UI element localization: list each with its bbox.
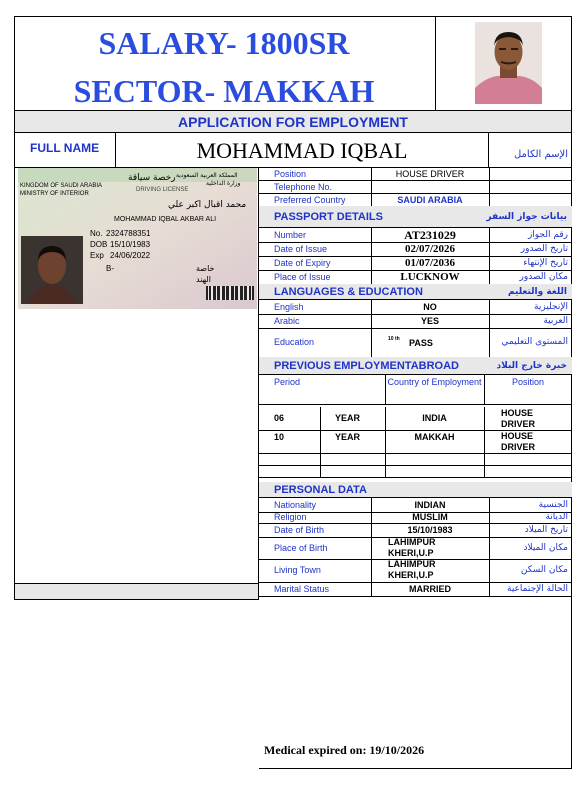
row-value: 02/07/2026	[404, 242, 456, 255]
col-line	[371, 559, 372, 582]
personal-value: MARRIED	[409, 583, 451, 594]
previous-band-title-ar: خبرة خارج البلاد	[496, 360, 567, 371]
license-b-label: B-	[106, 264, 114, 273]
row-label: English	[274, 301, 304, 312]
row-line	[259, 465, 572, 466]
col-line	[489, 314, 490, 328]
personal-label-ar: مكان السكن	[520, 565, 568, 575]
personal-label-ar: الحالة الإجتماعية	[507, 583, 568, 594]
license-ministry: MINISTRY OF INTERIOR	[20, 191, 89, 197]
row-label-ar: العربية	[543, 315, 568, 326]
personal-label-ar: الجنسية	[538, 499, 568, 510]
col-line	[320, 407, 321, 430]
row-label-ar: مكان الصدور	[519, 271, 568, 282]
personal-value: LAHIMPUR KHERI,U.P	[388, 559, 436, 580]
col-line	[484, 453, 485, 465]
telephone-label: Telephone No.	[274, 182, 333, 192]
col-line	[371, 300, 372, 314]
full-name-label-ar: الإسم الكامل	[513, 149, 568, 160]
full-name-value: MOHAMMAD IQBAL	[196, 138, 408, 163]
col-line	[320, 453, 321, 465]
col-line	[371, 256, 372, 270]
row-line	[259, 596, 572, 597]
personal-value: MUSLIM	[412, 512, 448, 522]
personal-label-ar: الديانة	[545, 512, 568, 522]
personal-label: Place of Birth	[274, 542, 328, 553]
col-line	[484, 430, 485, 453]
personal-label: Marital Status	[274, 583, 330, 594]
bottom-gray-strip	[14, 584, 259, 600]
employment-years: 06	[274, 413, 285, 423]
license-exp-value: 24/06/2022	[110, 251, 151, 260]
previous-band-title: PREVIOUS EMPLOYMENTABROAD	[274, 359, 459, 372]
row-line	[259, 328, 572, 329]
personal-band-title: PERSONAL DATA	[274, 483, 367, 496]
row-label: Date of Issue	[274, 243, 328, 254]
col-line	[489, 559, 490, 582]
row-value: 01/07/2036	[404, 256, 456, 269]
medical-expiry-note: Medical expired on: 19/10/2026	[264, 743, 425, 757]
col-line	[489, 523, 490, 537]
employment-unit: YEAR	[335, 413, 361, 423]
license-nationality-ar: الهند	[196, 275, 211, 284]
employment-years: 10	[274, 432, 285, 442]
col-line	[489, 168, 490, 206]
col-line	[489, 300, 490, 314]
license-holder-name-ar: محمد اقبال اكبر علي	[168, 200, 247, 210]
row-label-ar: رقم الجواز	[527, 229, 568, 240]
languages-band-title-ar: اللغة والتعليم	[507, 286, 567, 297]
employment-country: INDIA	[422, 413, 447, 423]
col-line	[385, 375, 386, 405]
employment-country: MAKKAH	[414, 432, 455, 442]
personal-label-ar: مكان الميلاد	[523, 542, 568, 553]
col-line	[489, 582, 490, 596]
license-dob-value: 15/10/1983	[110, 240, 151, 249]
col-line	[371, 270, 372, 284]
employment-position: HOUSE DRIVER	[501, 408, 536, 429]
row-label-ar: تاريخ الإنتهاء	[523, 257, 568, 268]
col-line	[489, 242, 490, 256]
row-line	[259, 404, 572, 405]
col-line	[484, 407, 485, 430]
row-line	[259, 477, 572, 478]
col-line	[385, 465, 386, 477]
row-line	[259, 180, 572, 181]
row-label: Number	[274, 229, 307, 240]
full-name-ar-cell	[488, 133, 489, 168]
row-line	[259, 193, 572, 194]
header-divider	[435, 16, 436, 111]
form-title: APPLICATION FOR EMPLOYMENT	[178, 114, 408, 130]
row-label: Arabic	[274, 315, 300, 326]
row-label-ar: الإنجليزية	[534, 301, 568, 312]
col-period: Period	[274, 377, 301, 387]
license-title: DRIVING LICENSE	[136, 187, 189, 193]
license-dob-label: DOB	[90, 240, 108, 249]
row-value: LUCKNOW	[400, 270, 460, 283]
col-line	[489, 256, 490, 270]
position-label: Position	[274, 169, 307, 179]
passport-band-title-ar: بيانات جواز السفر	[486, 211, 567, 222]
col-line	[489, 270, 490, 284]
personal-label: Date of Birth	[274, 524, 325, 535]
row-label: Place of Issue	[274, 271, 331, 282]
personal-label: Living Town	[274, 565, 321, 575]
personal-label: Religion	[274, 512, 307, 522]
education-sup: 10 th	[388, 336, 400, 342]
license-no-value: 2324788351	[106, 229, 151, 238]
col-line	[489, 537, 490, 559]
col-country: Country of Employment	[387, 377, 482, 387]
col-line	[371, 537, 372, 559]
row-value: AT231029	[404, 227, 456, 242]
full-name-label: FULL NAME	[30, 141, 100, 155]
applicant-photo-image	[475, 22, 542, 104]
col-line	[371, 228, 372, 242]
personal-label-ar: تاريخ الميلاد	[524, 524, 568, 535]
col-line	[320, 465, 321, 477]
position-value: HOUSE DRIVER	[395, 169, 465, 179]
col-position: Position	[511, 377, 545, 387]
row-label: Date of Expiry	[274, 257, 331, 268]
col-line	[489, 228, 490, 242]
passport-band-title: PASSPORT DETAILS	[274, 210, 383, 223]
employment-unit: YEAR	[335, 432, 361, 442]
col-line	[371, 314, 372, 328]
applicant-photo	[475, 22, 542, 104]
row-label-ar: المستوى التعليمي	[501, 337, 568, 347]
personal-value: INDIAN	[414, 499, 446, 510]
row-value: YES	[420, 315, 439, 326]
personal-value: 15/10/1983	[407, 524, 453, 535]
col-line	[489, 512, 490, 523]
row-line	[259, 453, 572, 454]
license-ministry-ar: وزارة الداخلية	[206, 180, 241, 187]
languages-band-title: LANGUAGES & EDUCATION	[274, 285, 423, 298]
preferred-country-label: Preferred Country	[274, 195, 346, 205]
driving-license-card	[18, 168, 257, 309]
personal-label: Nationality	[274, 499, 317, 510]
col-line	[484, 465, 485, 477]
col-line	[371, 328, 372, 357]
license-holder-name: MOHAMMAD IQBAL AKBAR ALI	[114, 216, 217, 223]
employment-position: HOUSE DRIVER	[501, 431, 536, 452]
license-exp-label: Exp	[90, 251, 104, 260]
license-title-ar: رخصة سياقة	[128, 173, 176, 183]
col-line	[385, 453, 386, 465]
row-value: NO	[423, 301, 437, 312]
license-no-label: No.	[90, 229, 103, 238]
col-line	[489, 498, 490, 512]
col-line	[320, 430, 321, 453]
license-kingdom: KINGDOM OF SAUDI ARABIA	[20, 183, 103, 189]
license-type-ar: خاصة	[196, 264, 215, 273]
col-line	[371, 242, 372, 256]
preferred-country-value: SAUDI ARABIA	[397, 195, 463, 205]
row-label: Education	[274, 337, 315, 347]
sector-heading: SECTOR- MAKKAH	[73, 73, 375, 109]
col-line	[489, 328, 490, 357]
education-value: PASS	[409, 338, 433, 348]
license-kingdom-ar: المملكة العربية السعودية	[176, 172, 238, 179]
row-label-ar: تاريخ الصدور	[520, 243, 568, 254]
personal-value: LAHIMPUR KHERI,U.P	[388, 537, 436, 558]
salary-heading: SALARY- 1800SR	[98, 25, 350, 61]
col-line	[484, 375, 485, 405]
